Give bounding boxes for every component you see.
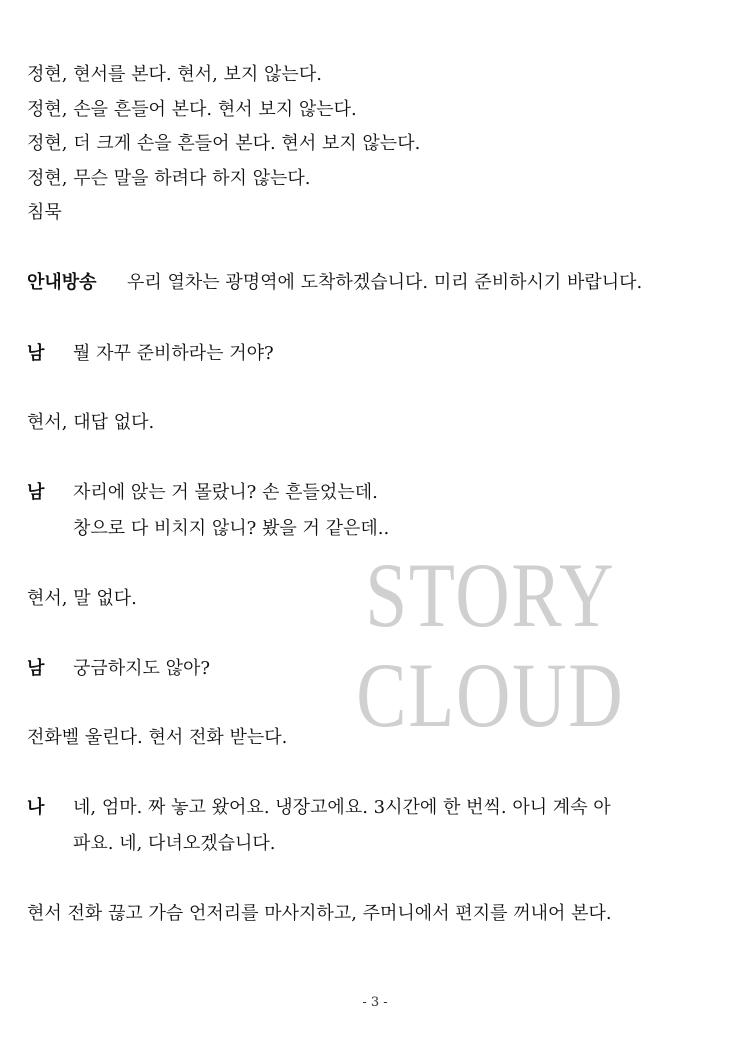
stage-direction: 현서 전화 끊고 가슴 언저리를 마사지하고, 주머니에서 편지를 꺼내어 본다. xyxy=(27,902,612,924)
stage-direction: 현서, 말 없다. xyxy=(27,587,137,609)
stage-direction: 현서, 대답 없다. xyxy=(27,412,155,433)
watermark-line-2: CLOUD xyxy=(356,644,625,746)
dialogue-line: 네, 엄마. 짜 놓고 왔어요. 냉장고에요. 3시간에 한 번씩. 아니 계속 아 xyxy=(73,797,611,818)
speaker-name: 남 xyxy=(27,482,45,503)
script-content xyxy=(27,58,727,931)
dialogue-line: 궁금하지도 않아? xyxy=(73,657,211,679)
dialogue-text xyxy=(73,790,727,862)
spacer xyxy=(27,372,727,407)
me-dialogue xyxy=(27,790,727,862)
dialogue-line: 우리 열차는 광명역에 도착하겠습니다. 미리 준비하시기 바랍니다. xyxy=(127,272,643,293)
announcement-dialogue xyxy=(27,265,727,301)
dialogue-text xyxy=(73,475,727,547)
spacer xyxy=(27,756,727,791)
spacer xyxy=(27,301,727,336)
stage-direction: 침묵 xyxy=(27,202,62,223)
spacer xyxy=(27,231,727,266)
man-dialogue xyxy=(27,651,727,687)
speaker-name: 나 xyxy=(27,797,45,818)
stage-direction: 정현, 무슨 말을 하려다 하지 않는다. xyxy=(27,167,311,189)
spacer xyxy=(27,441,727,476)
dialogue-line: 파요. 네, 다녀오겠습니다. xyxy=(73,833,276,854)
stage-direction: 전화벨 울린다. 현서 전화 받는다. xyxy=(27,727,288,748)
watermark-line-1: STORY xyxy=(365,544,616,646)
dialogue-text xyxy=(127,265,727,301)
page-number: - 3 - xyxy=(362,995,388,1010)
dialogue-line: 뭘 자꾸 준비하라는 거야? xyxy=(73,342,274,364)
speaker-name: 남 xyxy=(27,657,45,679)
spacer xyxy=(27,862,727,897)
stage-direction: 정현, 손을 흔들어 본다. 현서 보지 않는다. xyxy=(27,98,357,120)
man-dialogue xyxy=(27,336,727,372)
speaker-name: 안내방송 xyxy=(27,272,97,293)
spacer xyxy=(27,616,727,651)
dialogue-line: 창으로 다 비치지 않니? 봤을 거 같은데.. xyxy=(73,518,390,539)
spacer xyxy=(27,687,727,722)
stage-direction: 정현, 더 크게 손을 흔들어 본다. 현서 보지 않는다. xyxy=(27,133,421,154)
man-dialogue xyxy=(27,475,727,547)
dialogue-text xyxy=(73,651,727,687)
dialogue-text xyxy=(73,336,727,372)
dialogue-line: 자리에 앉는 거 몰랐니? 손 흔들었는데. xyxy=(73,482,378,503)
stage-direction: 정현, 현서를 본다. 현서, 보지 않는다. xyxy=(27,64,322,85)
spacer xyxy=(27,547,727,582)
speaker-name: 남 xyxy=(27,342,45,364)
